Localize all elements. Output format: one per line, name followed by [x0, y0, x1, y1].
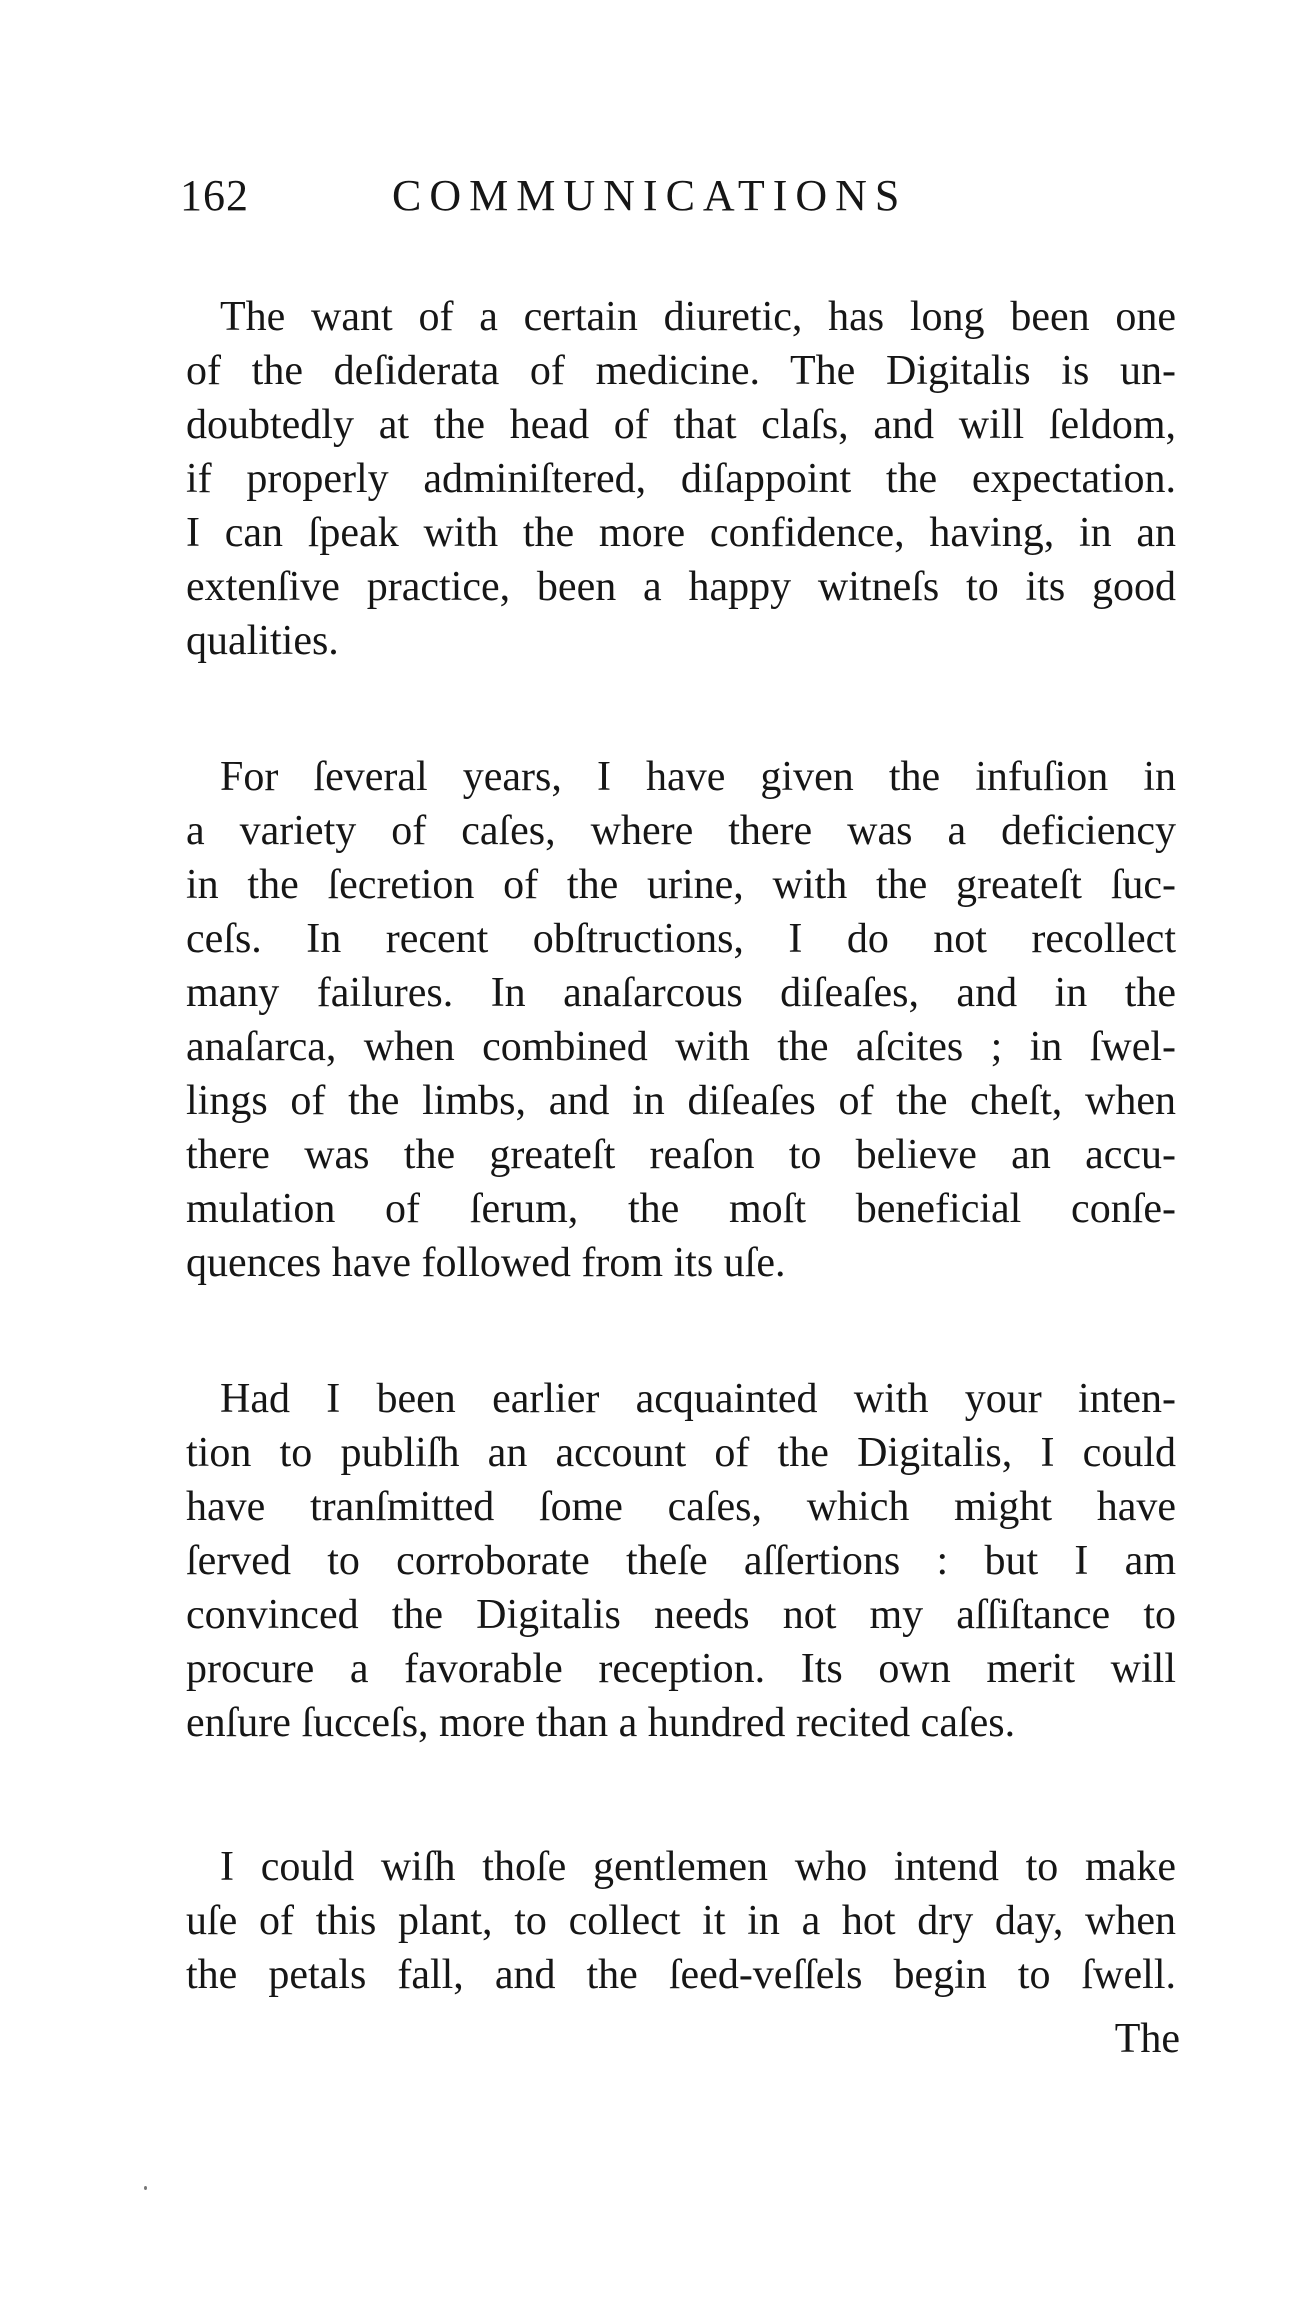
paragraph-4 — [186, 1840, 1176, 2002]
text-line: The want of a certain diuretic, has long been one — [220, 294, 1176, 340]
text-line: of the deſiderata of medicine. The Digitalis is un- — [186, 348, 1176, 394]
text-line: uſe of this plant, to collect it in a hot dry day, when — [186, 1898, 1176, 1944]
text-line: a variety of caſes, where there was a deficiency — [186, 808, 1176, 854]
text-line: lings of the limbs, and in diſeaſes of the cheſt, when — [186, 1078, 1176, 1124]
text-line: many failures. In anaſarcous diſeaſes, and in the — [186, 970, 1176, 1016]
text-line: anaſarca, when combined with the aſcites ; in ſwel- — [186, 1024, 1176, 1070]
paper-speck — [144, 2186, 147, 2190]
paragraph-1 — [186, 290, 1176, 668]
text-line: ſerved to corroborate theſe aſſertions : but I am — [186, 1538, 1176, 1584]
text-line: quences have followed from its uſe. — [186, 1240, 786, 1286]
text-line: the petals fall, and the ſeed-veſſels begin to ſwell. — [186, 1952, 1176, 1998]
running-head: COMMUNICATIONS — [392, 171, 908, 220]
text-line: I can ſpeak with the more confidence, having, in an — [186, 510, 1176, 556]
text-line: doubtedly at the head of that claſs, and will ſeldom, — [186, 402, 1176, 448]
text-line: there was the greateſt reaſon to believe an accu- — [186, 1132, 1176, 1178]
text-line: if properly adminiſtered, diſappoint the expectation. — [186, 456, 1176, 502]
paragraph-3 — [186, 1372, 1176, 1750]
text-line: Had I been earlier acquainted with your inten- — [220, 1376, 1176, 1422]
text-line: enſure ſucceſs, more than a hundred recited caſes. — [186, 1700, 1016, 1746]
paragraph-2 — [186, 750, 1176, 1290]
text-line: tion to publiſh an account of the Digitalis, I could — [186, 1430, 1176, 1476]
page-header — [180, 166, 1180, 226]
text-line: in the ſecretion of the urine, with the greateſt ſuc- — [186, 862, 1176, 908]
text-line: For ſeveral years, I have given the infuſion in — [220, 754, 1176, 800]
text-line: mulation of ſerum, the moſt beneficial conſe- — [186, 1186, 1176, 1232]
text-line: have tranſmitted ſome caſes, which might have — [186, 1484, 1176, 1530]
text-line: extenſive practice, been a happy witneſs to its good — [186, 564, 1176, 610]
page-number: 162 — [180, 171, 249, 220]
text-line: procure a favorable reception. Its own merit will — [186, 1646, 1176, 1692]
catchword: The — [1114, 2016, 1180, 2062]
text-line: ceſs. In recent obſtructions, I do not recollect — [186, 916, 1176, 962]
text-line: convinced the Digitalis needs not my aſſiſtance to — [186, 1592, 1176, 1638]
text-line: qualities. — [186, 618, 339, 664]
text-line: I could wiſh thoſe gentlemen who intend to make — [220, 1844, 1176, 1890]
